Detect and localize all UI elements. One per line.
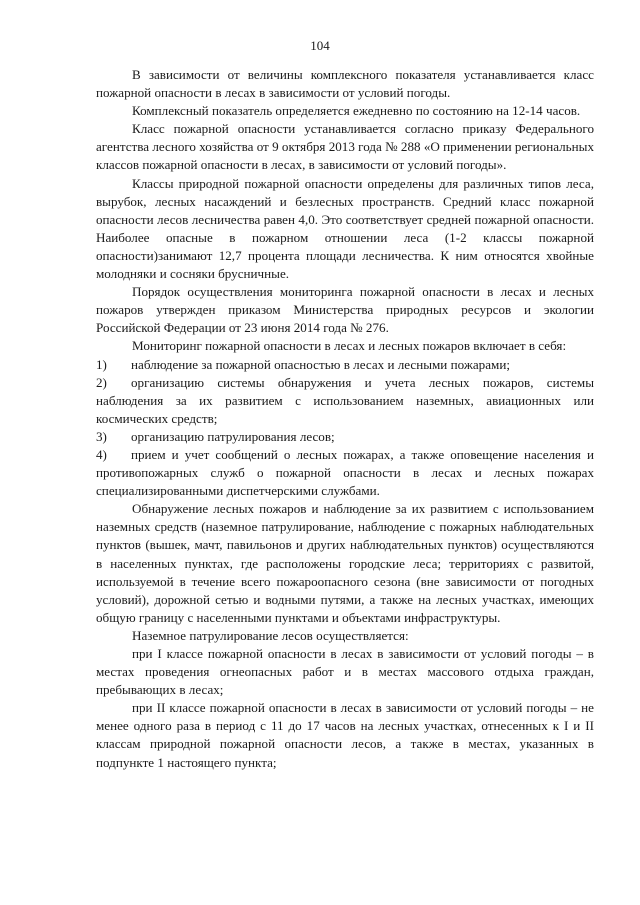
list-item-number: 2)	[96, 374, 107, 390]
list-item	[96, 446, 594, 500]
list-item-number: 1)	[96, 356, 107, 372]
page-number: 104	[310, 38, 330, 53]
paragraph: Наземное патрулирование лесов осуществляется:	[132, 627, 409, 643]
paragraph: Порядок осуществления мониторинга пожарной опасности в лесах и лесных пожаров утвержден приказом Министерства природных ресурсов и экологии Российской Федерации от 23 июня 2014 года № 276.	[96, 284, 594, 336]
list-item	[96, 428, 594, 446]
paragraph: Классы природной пожарной опасности определены для различных типов леса, вырубок, лесных насаждений и безлесных пространств. Средний класс пожарной опасности лесов лесничества равен 4,0. Это соответствует средней пожарной опасности. Наиболее опасные в пожарном отношении леса (1-2 классы пожарной опасности)занимают 12,7 процента площади лесничества. К ним относятся хвойные молодняки и сосняки брусничные.	[96, 175, 594, 282]
paragraph: при I классе пожарной опасности в лесах в зависимости от условий погоды – в местах проведения огнеопасных работ и в местах массового отдыха граждан, пребывающих в лесах;	[96, 646, 594, 698]
document-body	[96, 66, 594, 772]
list-item-text: организацию системы обнаружения и учета лесных пожаров, системы наблюдения за их развитием с использованием наземных, авиационных или космических средств;	[96, 374, 594, 426]
list-item-text: организацию патрулирования лесов;	[131, 428, 335, 444]
paragraph: при II классе пожарной опасности в лесах в зависимости от условий погоды – не менее одного раза в период с 11 до 17 часов на лесных участках, отнесенных к I и II классам природной пожарной опасности лесов, а также в местах, указанных в подпункте 1 настоящего пункта;	[96, 700, 594, 770]
list-item-number: 4)	[96, 446, 107, 462]
list-item	[96, 374, 594, 428]
paragraph: Комплексный показатель определяется ежедневно по состоянию на 12-14 часов.	[132, 103, 581, 119]
paragraph: Обнаружение лесных пожаров и наблюдение за их развитием с использованием наземных средств (наземное патрулирование, наблюдение с пожарных наблюдательных пунктов (вышек, мачт, павильонов и других наблюдательных пунктов) осуществляются в населенных пунктах, где расположены городские леса; территориях с развитой, используемой в течение всего пожароопасного сезона (вне зависимости от погодных условий), дорожной сетью и водными путями, а также на лесных участках, имеющих общую границу с населенными пунктами и объектами инфраструктуры.	[96, 501, 594, 625]
list-item-text: прием и учет сообщений о лесных пожарах, а также оповещение населения и противопожарных служб о пожарной опасности в лесах и лесных пожарах специализированными диспетчерскими службами.	[96, 446, 594, 499]
list-item	[96, 356, 594, 374]
paragraph: Класс пожарной опасности устанавливается согласно приказу Федерального агентства лесного хозяйства от 9 октября 2013 года № 288 «О применении региональных классов пожарной опасности в лесах, в зависимости от условий погоды».	[96, 121, 594, 173]
list-item-text: наблюдение за пожарной опасностью в лесах и лесными пожарами;	[131, 356, 510, 372]
list-item-number: 3)	[96, 428, 107, 444]
paragraph: В зависимости от величины комплексного показателя устанавливается класс пожарной опасности в лесах в зависимости от условий погоды.	[96, 67, 594, 101]
paragraph: Мониторинг пожарной опасности в лесах и лесных пожаров включает в себя:	[132, 338, 567, 354]
